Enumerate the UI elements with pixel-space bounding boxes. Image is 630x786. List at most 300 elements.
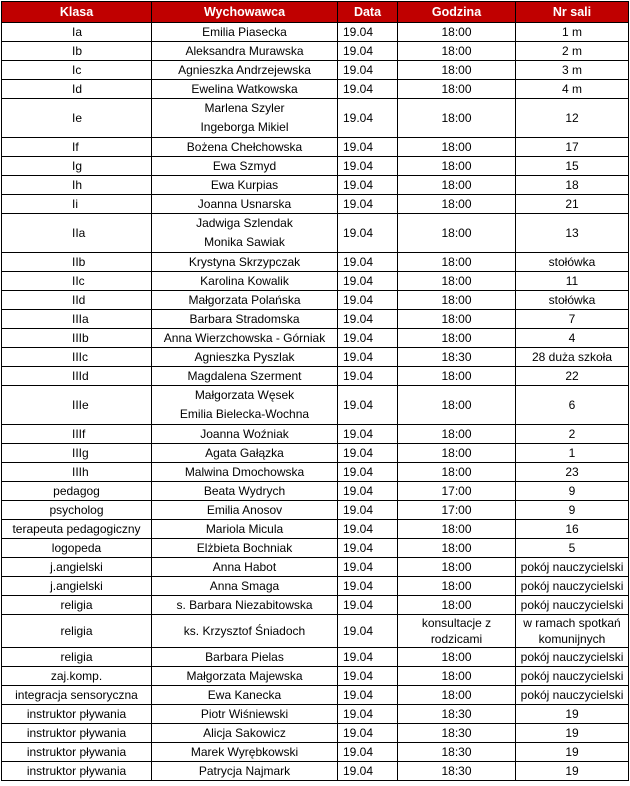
- cell-klasa: psycholog: [2, 501, 152, 520]
- table-row: [2, 195, 629, 214]
- cell-wychowawca: [152, 686, 338, 705]
- wychowawca-line: Bożena Chełchowska: [186, 140, 303, 154]
- cell-data: 19.04: [338, 214, 398, 253]
- cell-wychowawca: [152, 615, 338, 648]
- cell-wychowawca: [152, 386, 338, 425]
- cell-wychowawca: [152, 648, 338, 667]
- table-row: [2, 23, 629, 42]
- cell-klasa: pedagog: [2, 482, 152, 501]
- cell-nr-sali: [516, 99, 629, 138]
- cell-wychowawca: [152, 42, 338, 61]
- cell-data: 19.04: [338, 501, 398, 520]
- cell-godzina: [398, 348, 516, 367]
- sala-line: pokój nauczycielski: [520, 598, 624, 612]
- wychowawca-line: Emilia Piasecka: [202, 25, 287, 39]
- cell-data: 19.04: [338, 648, 398, 667]
- cell-nr-sali: [516, 615, 629, 648]
- cell-klasa: j.angielski: [2, 577, 152, 596]
- godzina-line: 18:00: [441, 688, 472, 702]
- wychowawca-line: Magdalena Szerment: [187, 369, 302, 383]
- sala-line: stołówka: [548, 255, 596, 269]
- cell-klasa: IIIa: [2, 310, 152, 329]
- wychowawca-line: Beata Wydrych: [203, 484, 286, 498]
- cell-wychowawca: [152, 367, 338, 386]
- header-klasa: Klasa: [2, 2, 152, 23]
- godzina-line: 18:30: [441, 350, 472, 364]
- cell-wychowawca: [152, 596, 338, 615]
- godzina-line: 18:00: [441, 522, 472, 536]
- cell-nr-sali: [516, 482, 629, 501]
- cell-klasa: j.angielski: [2, 558, 152, 577]
- cell-wychowawca: [152, 138, 338, 157]
- cell-godzina: [398, 80, 516, 99]
- cell-klasa: Ic: [2, 61, 152, 80]
- sala-line: 1 m: [561, 25, 582, 39]
- cell-data: 19.04: [338, 329, 398, 348]
- sala-line: 2 m: [561, 44, 582, 58]
- wychowawca-line: Anna Habot: [212, 560, 277, 574]
- wychowawca-line: Malwina Dmochowska: [184, 465, 305, 479]
- cell-data: 19.04: [338, 482, 398, 501]
- cell-godzina: [398, 425, 516, 444]
- sala-line: 19: [565, 745, 579, 759]
- cell-data: 19.04: [338, 615, 398, 648]
- cell-nr-sali: [516, 61, 629, 80]
- sala-line: pokój nauczycielski: [520, 669, 624, 683]
- wychowawca-line: Patrycja Najmark: [198, 764, 291, 778]
- wychowawca-line: Alicja Sakowicz: [203, 726, 286, 740]
- wychowawca-line: Ewa Szmyd: [212, 159, 277, 173]
- wychowawca-line: Ewa Kanecka: [207, 688, 282, 702]
- godzina-line: 18:00: [441, 465, 472, 479]
- cell-data: 19.04: [338, 577, 398, 596]
- table-row: [2, 539, 629, 558]
- cell-wychowawca: [152, 157, 338, 176]
- table-row: [2, 686, 629, 705]
- cell-nr-sali: [516, 329, 629, 348]
- godzina-line: 18:00: [441, 669, 472, 683]
- cell-godzina: [398, 615, 516, 648]
- sala-line: 4 m: [561, 82, 582, 96]
- godzina-line: 18:00: [441, 579, 472, 593]
- godzina-line: 18:00: [441, 111, 472, 125]
- cell-wychowawca: [152, 253, 338, 272]
- godzina-line: 18:00: [441, 541, 472, 555]
- cell-wychowawca: [152, 272, 338, 291]
- wychowawca-line: Emilia Bielecka-Wochna: [179, 407, 310, 421]
- cell-klasa: IIa: [2, 214, 152, 253]
- table-row: [2, 80, 629, 99]
- cell-nr-sali: [516, 705, 629, 724]
- cell-klasa: IIb: [2, 253, 152, 272]
- cell-data: 19.04: [338, 558, 398, 577]
- wychowawca-line: Barbara Stradomska: [189, 312, 300, 326]
- cell-godzina: [398, 596, 516, 615]
- cell-klasa: Ih: [2, 176, 152, 195]
- table-row: [2, 615, 629, 648]
- cell-wychowawca: [152, 667, 338, 686]
- cell-klasa: If: [2, 138, 152, 157]
- wychowawca-line: Małgorzata Polańska: [188, 293, 301, 307]
- cell-wychowawca: [152, 444, 338, 463]
- sala-line: 28 duża szkoła: [531, 350, 613, 364]
- godzina-line: 18:00: [441, 650, 472, 664]
- godzina-line: 18:00: [441, 25, 472, 39]
- wychowawca-line: Mariola Miculа: [205, 522, 284, 536]
- cell-godzina: [398, 386, 516, 425]
- table-row: [2, 724, 629, 743]
- cell-wychowawca: [152, 80, 338, 99]
- cell-godzina: [398, 762, 516, 781]
- cell-wychowawca: [152, 520, 338, 539]
- wychowawca-line: Ewelina Watkowska: [191, 82, 298, 96]
- cell-wychowawca: [152, 23, 338, 42]
- table-row: [2, 463, 629, 482]
- cell-nr-sali: [516, 386, 629, 425]
- cell-wychowawca: [152, 329, 338, 348]
- cell-klasa: Ia: [2, 23, 152, 42]
- godzina-line: 18:30: [441, 745, 472, 759]
- cell-klasa: religia: [2, 596, 152, 615]
- cell-godzina: [398, 705, 516, 724]
- table-row: [2, 176, 629, 195]
- godzina-line: 18:00: [441, 226, 472, 240]
- sala-line: 6: [568, 398, 576, 412]
- sala-line: 22: [565, 369, 579, 383]
- cell-godzina: [398, 558, 516, 577]
- godzina-line: 18:00: [441, 446, 472, 460]
- wychowawca-line: Ingeborga Mikiel: [200, 120, 289, 134]
- header-nr-sali: Nr sali: [516, 2, 629, 23]
- cell-wychowawca: [152, 463, 338, 482]
- table-row: [2, 520, 629, 539]
- cell-data: 19.04: [338, 138, 398, 157]
- table-row: [2, 444, 629, 463]
- cell-wychowawca: [152, 291, 338, 310]
- cell-data: 19.04: [338, 42, 398, 61]
- cell-godzina: [398, 214, 516, 253]
- cell-godzina: [398, 99, 516, 138]
- godzina-line: 18:00: [441, 44, 472, 58]
- cell-wychowawca: [152, 425, 338, 444]
- table-row: [2, 596, 629, 615]
- cell-wychowawca: [152, 577, 338, 596]
- cell-godzina: [398, 367, 516, 386]
- cell-godzina: [398, 520, 516, 539]
- cell-wychowawca: [152, 743, 338, 762]
- cell-wychowawca: [152, 539, 338, 558]
- godzina-line: 18:00: [441, 63, 472, 77]
- godzina-line: 17:00: [441, 503, 472, 517]
- cell-klasa: IIIe: [2, 386, 152, 425]
- wychowawca-line: Elżbieta Bochniak: [196, 541, 293, 555]
- sala-line: 19: [565, 764, 579, 778]
- cell-godzina: [398, 23, 516, 42]
- header-data: Data: [338, 2, 398, 23]
- wychowawca-line: Anna Smaga: [209, 579, 280, 593]
- wychowawca-line: Joanna Woźniak: [200, 427, 289, 441]
- wychowawca-line: Agnieszka Pyszlak: [194, 350, 295, 364]
- sala-line: 9: [568, 503, 576, 517]
- godzina-line: konsultacje z: [421, 616, 492, 630]
- sala-line: 13: [565, 226, 579, 240]
- cell-data: 19.04: [338, 61, 398, 80]
- wychowawca-line: s. Barbara Niezabitowska: [176, 598, 313, 612]
- table-row: [2, 667, 629, 686]
- cell-nr-sali: [516, 42, 629, 61]
- table-row: [2, 253, 629, 272]
- wychowawca-line: ks. Krzysztof Śniadoch: [183, 623, 306, 638]
- cell-wychowawca: [152, 195, 338, 214]
- table-row: [2, 577, 629, 596]
- sala-line: 21: [565, 197, 579, 211]
- cell-data: 19.04: [338, 195, 398, 214]
- table-row: [2, 99, 629, 138]
- cell-nr-sali: [516, 425, 629, 444]
- godzina-line: 18:00: [441, 427, 472, 441]
- sala-line: 11: [565, 274, 579, 288]
- sala-line: 19: [565, 707, 579, 721]
- cell-klasa: terapeuta pedagogiczny: [2, 520, 152, 539]
- cell-data: 19.04: [338, 99, 398, 138]
- wychowawca-line: Jadwiga Szlendak: [196, 216, 293, 230]
- cell-klasa: instruktor pływania: [2, 724, 152, 743]
- header-godzina: Godzina: [398, 2, 516, 23]
- cell-data: 19.04: [338, 348, 398, 367]
- table-row: [2, 482, 629, 501]
- cell-nr-sali: [516, 310, 629, 329]
- table-row: [2, 42, 629, 61]
- cell-nr-sali: [516, 743, 629, 762]
- sala-line: 12: [565, 111, 579, 125]
- table-row: [2, 157, 629, 176]
- cell-godzina: [398, 648, 516, 667]
- cell-godzina: [398, 577, 516, 596]
- cell-klasa: IIc: [2, 272, 152, 291]
- wychowawca-line: Agnieszka Andrzejewska: [178, 63, 311, 77]
- cell-godzina: [398, 444, 516, 463]
- cell-klasa: IId: [2, 291, 152, 310]
- cell-data: 19.04: [338, 425, 398, 444]
- cell-nr-sali: [516, 686, 629, 705]
- table-row: [2, 291, 629, 310]
- wychowawca-line: Karolina Kowalik: [200, 274, 289, 288]
- cell-data: 19.04: [338, 686, 398, 705]
- godzina-line: 17:00: [441, 484, 472, 498]
- sala-line: 3 m: [561, 63, 582, 77]
- cell-godzina: [398, 329, 516, 348]
- table-row: [2, 743, 629, 762]
- cell-klasa: IIIh: [2, 463, 152, 482]
- cell-nr-sali: [516, 444, 629, 463]
- sala-line: 9: [568, 484, 576, 498]
- wychowawca-line: Joanna Usnarska: [197, 197, 292, 211]
- cell-nr-sali: [516, 80, 629, 99]
- cell-nr-sali: [516, 558, 629, 577]
- cell-nr-sali: [516, 157, 629, 176]
- table-row: [2, 214, 629, 253]
- table-row: [2, 501, 629, 520]
- cell-godzina: [398, 291, 516, 310]
- table-row: [2, 329, 629, 348]
- cell-nr-sali: [516, 176, 629, 195]
- godzina-line: 18:00: [441, 369, 472, 383]
- cell-wychowawca: [152, 558, 338, 577]
- cell-godzina: [398, 482, 516, 501]
- godzina-line: 18:00: [441, 159, 472, 173]
- wychowawca-line: Piotr Wiśniewski: [200, 707, 289, 721]
- cell-klasa: instruktor pływania: [2, 762, 152, 781]
- cell-klasa: Ii: [2, 195, 152, 214]
- wychowawca-line: Aleksandra Murawska: [185, 44, 304, 58]
- cell-data: 19.04: [338, 367, 398, 386]
- cell-nr-sali: [516, 138, 629, 157]
- cell-wychowawca: [152, 501, 338, 520]
- cell-nr-sali: [516, 253, 629, 272]
- table-row: [2, 386, 629, 425]
- cell-nr-sali: [516, 195, 629, 214]
- cell-wychowawca: [152, 762, 338, 781]
- cell-klasa: Ib: [2, 42, 152, 61]
- cell-klasa: integracja sensoryczna: [2, 686, 152, 705]
- sala-line: 1: [568, 446, 576, 460]
- cell-godzina: [398, 42, 516, 61]
- sala-line: 15: [565, 159, 579, 173]
- table-row: [2, 138, 629, 157]
- sala-line: 23: [565, 465, 579, 479]
- godzina-line: 18:00: [441, 178, 472, 192]
- cell-data: 19.04: [338, 272, 398, 291]
- cell-data: 19.04: [338, 23, 398, 42]
- cell-godzina: [398, 686, 516, 705]
- wychowawca-line: Marlena Szyler: [204, 101, 285, 115]
- godzina-line: 18:30: [441, 707, 472, 721]
- sala-line: pokój nauczycielski: [520, 579, 624, 593]
- godzina-line: 18:00: [441, 274, 472, 288]
- godzina-line: 18:00: [441, 140, 472, 154]
- table-row: [2, 425, 629, 444]
- cell-godzina: [398, 253, 516, 272]
- cell-wychowawca: [152, 214, 338, 253]
- cell-data: 19.04: [338, 762, 398, 781]
- sala-line: pokój nauczycielski: [520, 560, 624, 574]
- wychowawca-line: Małgorzata Węsek: [194, 388, 295, 402]
- cell-data: 19.04: [338, 386, 398, 425]
- wychowawca-line: Krystyna Skrzypczak: [188, 255, 301, 269]
- godzina-line: 18:00: [441, 197, 472, 211]
- cell-data: 19.04: [338, 743, 398, 762]
- cell-godzina: [398, 463, 516, 482]
- wychowawca-line: Ewa Kurpias: [210, 178, 279, 192]
- wychowawca-line: Małgorzata Majewska: [186, 669, 303, 683]
- cell-klasa: IIIf: [2, 425, 152, 444]
- sala-line: 16: [565, 522, 579, 536]
- cell-godzina: [398, 667, 516, 686]
- godzina-line: 18:00: [441, 312, 472, 326]
- cell-godzina: [398, 501, 516, 520]
- godzina-line: 18:00: [441, 560, 472, 574]
- godzina-line: 18:00: [441, 82, 472, 96]
- cell-wychowawca: [152, 724, 338, 743]
- wychowawca-line: Marek Wyrębkowski: [190, 745, 299, 759]
- cell-godzina: [398, 157, 516, 176]
- cell-nr-sali: [516, 367, 629, 386]
- wychowawca-line: Monika Sawiak: [204, 235, 285, 249]
- cell-godzina: [398, 310, 516, 329]
- cell-klasa: zaj.komp.: [2, 667, 152, 686]
- godzina-line: 18:30: [441, 764, 472, 778]
- godzina-line: 18:00: [441, 293, 472, 307]
- cell-klasa: IIIb: [2, 329, 152, 348]
- cell-nr-sali: [516, 463, 629, 482]
- cell-wychowawca: [152, 176, 338, 195]
- cell-godzina: [398, 195, 516, 214]
- cell-wychowawca: [152, 348, 338, 367]
- cell-godzina: [398, 724, 516, 743]
- cell-godzina: [398, 138, 516, 157]
- wychowawca-line: Agata Gałązka: [205, 446, 284, 460]
- cell-klasa: IIIc: [2, 348, 152, 367]
- table-row: [2, 367, 629, 386]
- sala-line: pokój nauczycielski: [520, 650, 624, 664]
- godzina-line: 18:00: [441, 398, 472, 412]
- cell-data: 19.04: [338, 444, 398, 463]
- godzina-line: 18:30: [441, 726, 472, 740]
- sala-line: pokój nauczycielski: [520, 688, 624, 702]
- cell-data: 19.04: [338, 80, 398, 99]
- cell-data: 19.04: [338, 667, 398, 686]
- cell-data: 19.04: [338, 520, 398, 539]
- table-row: [2, 762, 629, 781]
- cell-wychowawca: [152, 482, 338, 501]
- table-row: [2, 648, 629, 667]
- sala-line: 18: [565, 178, 579, 192]
- cell-klasa: religia: [2, 615, 152, 648]
- cell-godzina: [398, 61, 516, 80]
- cell-data: 19.04: [338, 310, 398, 329]
- cell-nr-sali: [516, 648, 629, 667]
- wychowawca-line: Barbara Pielas: [205, 650, 284, 664]
- cell-nr-sali: [516, 272, 629, 291]
- cell-godzina: [398, 539, 516, 558]
- cell-klasa: religia: [2, 648, 152, 667]
- sala-line: 4: [568, 331, 576, 345]
- cell-nr-sali: [516, 291, 629, 310]
- cell-godzina: [398, 272, 516, 291]
- wychowawca-line: Emilia Anosov: [206, 503, 283, 517]
- cell-data: 19.04: [338, 157, 398, 176]
- cell-data: 19.04: [338, 463, 398, 482]
- cell-nr-sali: [516, 214, 629, 253]
- godzina-line: 18:00: [441, 255, 472, 269]
- sala-line: w ramach spotkań: [523, 616, 621, 630]
- table-body: [2, 23, 629, 781]
- cell-nr-sali: [516, 539, 629, 558]
- sala-line: 7: [568, 312, 576, 326]
- sala-line: komunijnych: [538, 632, 606, 646]
- sala-line: 5: [568, 541, 576, 555]
- cell-nr-sali: [516, 762, 629, 781]
- table-row: [2, 705, 629, 724]
- cell-klasa: instruktor pływania: [2, 743, 152, 762]
- cell-nr-sali: [516, 520, 629, 539]
- table-row: [2, 272, 629, 291]
- godzina-line: 18:00: [441, 331, 472, 345]
- cell-klasa: Ie: [2, 99, 152, 138]
- godzina-line: 18:00: [441, 598, 472, 612]
- cell-wychowawca: [152, 705, 338, 724]
- cell-klasa: IIIg: [2, 444, 152, 463]
